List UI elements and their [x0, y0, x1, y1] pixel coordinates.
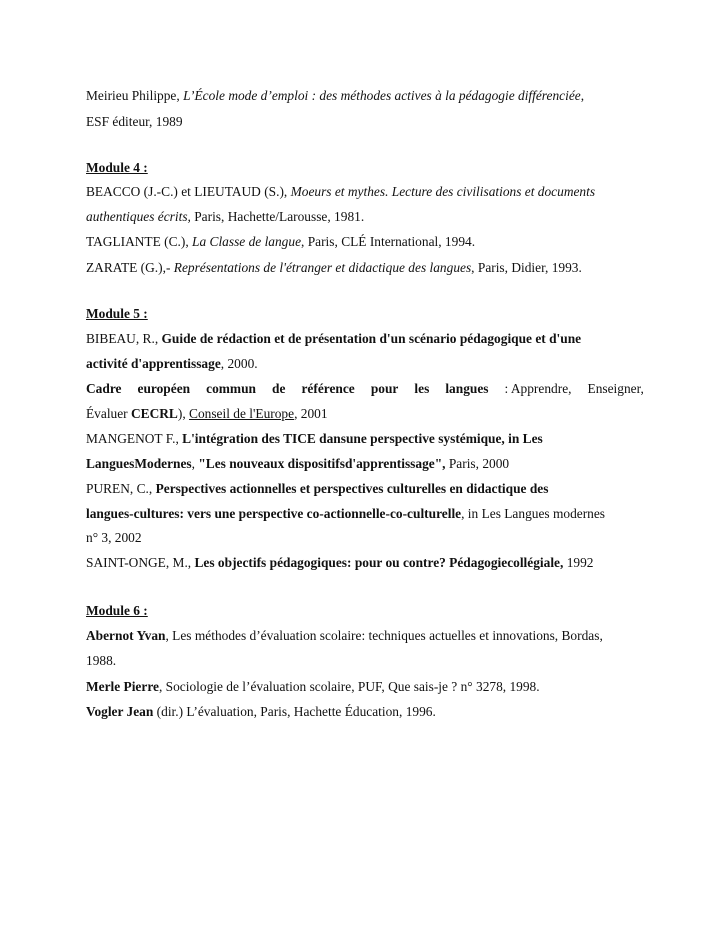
author: Meirieu Philippe	[86, 88, 177, 103]
module-4-heading: Module 4 :	[86, 160, 148, 175]
reference-abernot-line2: 1988.	[86, 653, 117, 668]
module-5-heading: Module 5 :	[86, 306, 148, 321]
reference-meirieu-line2	[86, 114, 183, 130]
reference-bibeau-line1: BIBEAU, R., Guide de rédaction et de présentation d'un scénario pédagogique et d'une	[86, 331, 582, 346]
reference-mangenot-line2: LanguesModernes, "Les nouveaux dispositifsd'apprentissage", Paris, 2000	[86, 456, 510, 471]
reference-cadre-line1: Cadre européen commun de référence pour les langues : Apprendre, Enseigner,	[86, 381, 644, 396]
reference-tagliante: TAGLIANTE (C.), La Classe de langue, Paris, CLÉ International, 1994.	[86, 234, 476, 249]
reference-beacco-line1: BEACCO (J.-C.) et LIEUTAUD (S.), Moeurs et mythes. Lecture des civilisations et documents	[86, 184, 596, 199]
reference-saint-onge: SAINT-ONGE, M., Les objectifs pédagogiques: pour ou contre? Pédagogiecollégiale, 1992	[86, 555, 594, 570]
module-6-heading: Module 6 :	[86, 603, 148, 618]
reference-puren-line2: langues-cultures: vers une perspective co-actionnelle-co-culturelle, in Les Langues modernes	[86, 506, 606, 521]
reference-abernot-line1: Abernot Yvan, Les méthodes d’évaluation scolaire: techniques actuelles et innovations, Bordas,	[86, 628, 603, 643]
reference-mangenot-line1: MANGENOT F., L'intégration des TICE dansune perspective systémique, in Les	[86, 431, 543, 446]
reference-cadre-line2: Évaluer CECRL), Conseil de l'Europe, 2001	[86, 406, 328, 421]
conseil-europe-link[interactable]: Conseil de l'Europe	[189, 406, 295, 421]
reference-zarate: ZARATE (G.),- Représentations de l'étranger et didactique des langues, Paris, Didier, 1993.	[86, 260, 582, 275]
reference-puren-line1: PUREN, C., Perspectives actionnelles et perspectives culturelles en didactique des	[86, 481, 549, 496]
title: L’École mode d’emploi : des méthodes actives à la pédagogie différenciée	[183, 88, 581, 103]
reference-puren-line3: n° 3, 2002	[86, 530, 142, 545]
reference-vogler: Vogler Jean (dir.) L’évaluation, Paris, Hachette Éducation, 1996.	[86, 704, 436, 719]
reference-beacco-line2: authentiques écrits, Paris, Hachette/Larousse, 1981.	[86, 209, 365, 224]
reference-merle: Merle Pierre, Sociologie de l’évaluation scolaire, PUF, Que sais-je ? n° 3278, 1998.	[86, 679, 540, 694]
reference-bibeau-line2: activité d'apprentissage, 2000.	[86, 356, 258, 371]
reference-meirieu-line1: Meirieu Philippe, L’École mode d’emploi : des méthodes actives à la pédagogie différenciée,	[86, 88, 585, 103]
publisher: ESF éditeur, 1989	[86, 114, 183, 129]
